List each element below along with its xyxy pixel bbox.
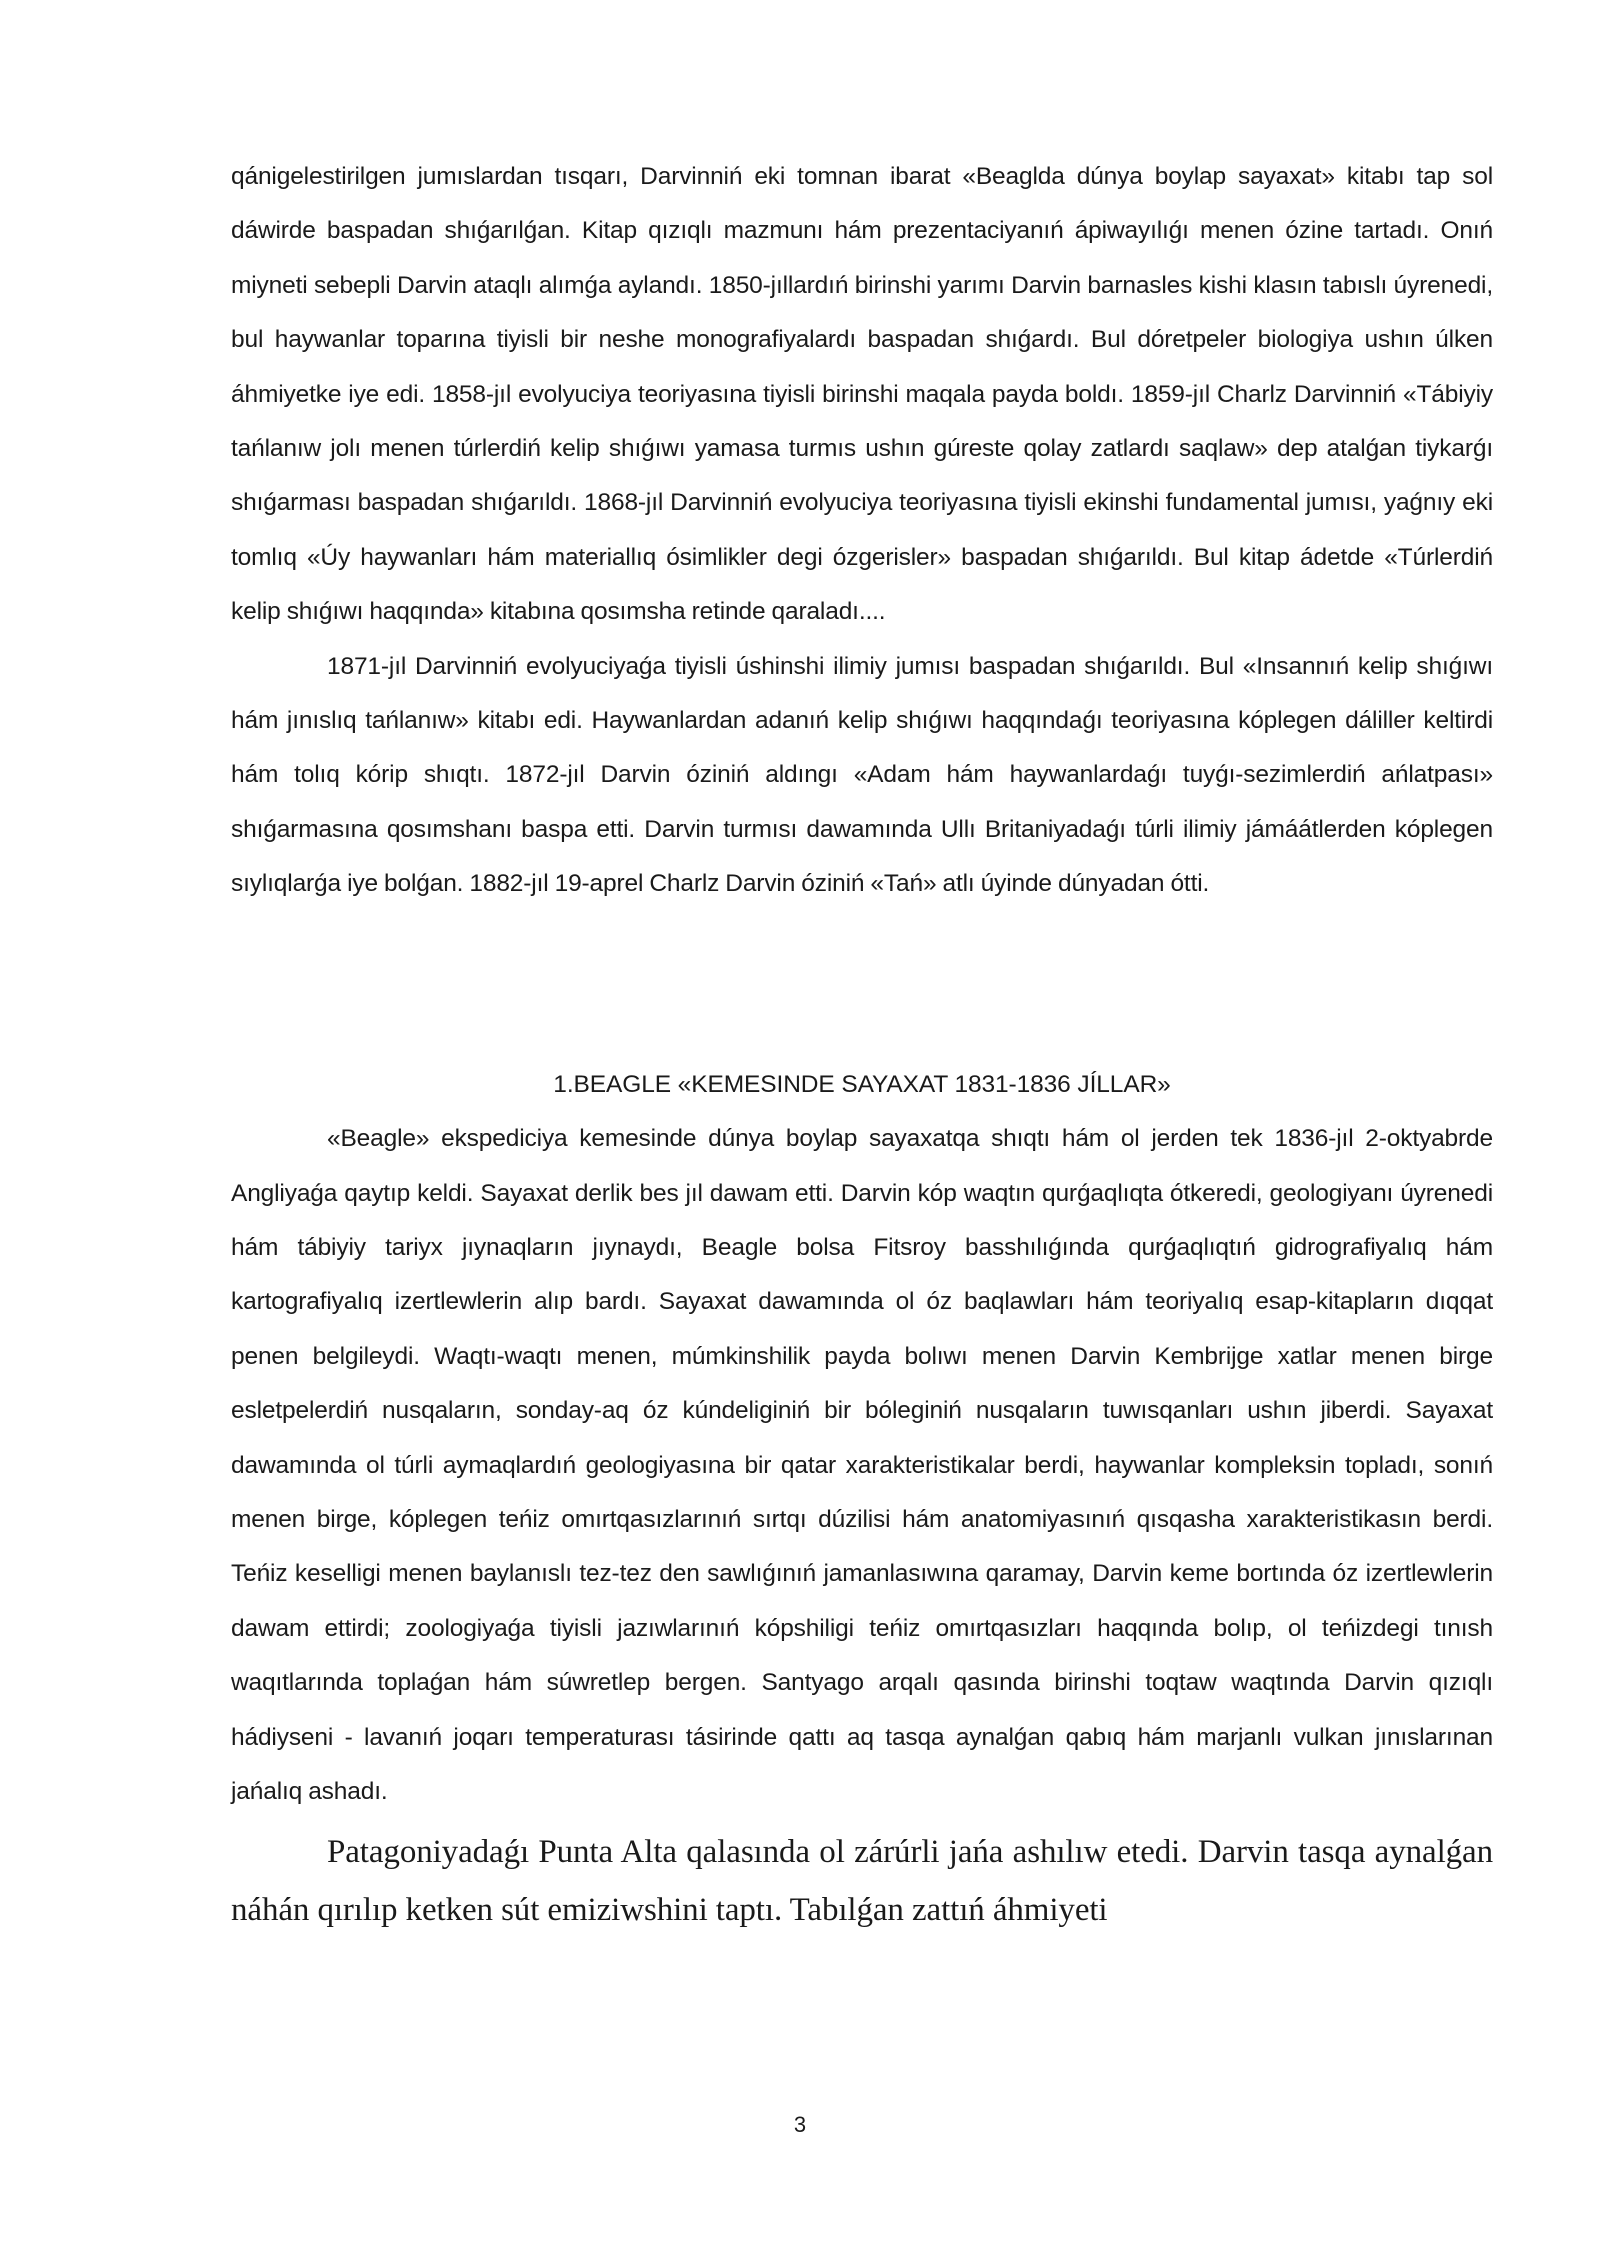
page-content	[231, 150, 1493, 1939]
serif-paragraph: Patagoniyadaǵı Punta Alta qalasında ol zárúrli jańa ashılıw etedi. Darvin tasqa aynalǵan náhán qırılıp ketken sút emiziwshini taptı. Tabılǵan zattıń áhmiyeti	[231, 1834, 1493, 1929]
section-heading: 1.BEAGLE «KEMESINDE SAYAXAT 1831-1836 JÍLLAR»	[553, 1070, 1171, 1098]
section-paragraph: «Beagle» ekspediciya kemesinde dúnya boylap sayaxatqa shıqtı hám ol jerden tek 1836-jıl 2-oktyabrde Angliyaǵa qaytıp keldi. Sayaxat derlik bes jıl dawam etti. Darvin kóp waqtın qurǵaqlıqta ótkeredi, geologiyanı úyrenedi hám tábiyiy tariyx jıynaqların jıynaydı, Beagle bolsa Fitsroy basshılıǵında qurǵaqlıqtıń gidrografiyalıq hám kartografiyalıq izertlewlerin alıp bardı. Sayaxat dawamında ol óz baqlawları hám teoriyalıq esap-kitapların dıqqat penen belgileydi. Waqtı-waqtı menen, múmkinshilik payda bolıwı menen Darvin Kembrijge xatlar menen birge esletpelerdiń nusqaların, sonday-aq óz kúndeliginiń bir bóleginiń nusqaların tuwısqanları ushın jiberdi. Sayaxat dawamında ol túrli aymaqlardıń geologiyasına bir qatar xarakteristikalar berdi, haywanlar kompleksin topladı, sonıń menen birge, kóplegen teńiz omırtqasızlarınıń sırtqı dúzilisi hám anatomiyasınıń qısqasha xarakteristikasın berdi. Teńiz keselligi menen baylanıslı tez-tez den sawlıǵınıń jamanlasıwına qaramay, Darvin keme bortında óz izertlewlerin dawam ettirdi; zoologiyaǵa tiyisli jazıwlarınıń kópshiligi teńiz omırtqasızları haqqında bolıp, ol teńizdegi tınısh waqıtlarında toplaǵan hám súwretlep bergen. Santyago arqalı qasında birinshi toqtaw waqtında Darvin qızıqlı hádiyseni - lavanıń joqarı temperaturası tásirinde qattı aq tasqa aynalǵan qabıq hám marjanlı vulkan jınıslarınan jańalıq ashadı.	[231, 1125, 1493, 1805]
body-paragraph-2: 1871-jıl Darvinniń evolyuciyaǵa tiyisli úshinshi ilimiy jumısı baspadan shıǵarıldı. Bul «Insannıń kelip shıǵıwı hám jınıslıq tańlanıw» kitabı edi. Haywanlardan adanıń kelip shıǵıwı haqqındaǵı teoriyasına kóplegen dáliller keltirdi hám tolıq kórip shıqtı. 1872-jıl Darvin óziniń aldıngı «Adam hám haywanlardaǵı tuyǵı-sezimlerdiń ańlatpası» shıǵarmasına qosımshanı baspa etti. Darvin turmısı dawamında Ullı Britaniyadaǵı túrli ilimiy jámáátlerden kóplegen sıylıqlarǵa iye bolǵan. 1882-jıl 19-aprel Charlz Darvin óziniń «Tań» atlı úyinde dúnyadan ótti.	[231, 652, 1493, 898]
page-number: 3	[793, 2112, 807, 2137]
body-paragraph-1: qánigelestirilgen jumıslardan tısqarı, Darvinniń eki tomnan ibarat «Beaglda dúnya boylap sayaxat» kitabı tap sol dáwirde baspadan shıǵarılǵan. Kitap qızıqlı mazmunı hám prezentaciyanıń ápiwayılıǵı menen ózine tartadı. Onıń miyneti sebepli Darvin ataqlı alımǵa aylandı. 1850-jıllardıń birinshi yarımı Darvin barnasles kishi klasın tabıslı úyrenedi, bul haywanlar toparına tiyisli bir neshe monografiyalardı baspadan shıǵardı. Bul dóretpeler biologiya ushın úlken áhmiyetke iye edi. 1858-jıl evolyuciya teoriyasına tiyisli birinshi maqala payda boldı. 1859-jıl Charlz Darvinniń «Tábiyiy tańlanıw jolı menen túrlerdiń kelip shıǵıwı yamasa turmıs ushın gúreste qolay zatlardı saqlaw» dep atalǵan tiykarǵı shıǵarması baspadan shıǵarıldı. 1868-jıl Darvinniń evolyuciya teoriyasına tiyisli ekinshi fundamental jumısı, yaǵnıy eki tomlıq «Úy haywanları hám materiallıq ósimlikler degi ózgerisler» baspadan shıǵarıldı. Bul kitap ádetde «Túrlerdiń kelip shıǵıwı haqqında» kitabına qosımsha retinde qaraladı....	[231, 163, 1493, 626]
